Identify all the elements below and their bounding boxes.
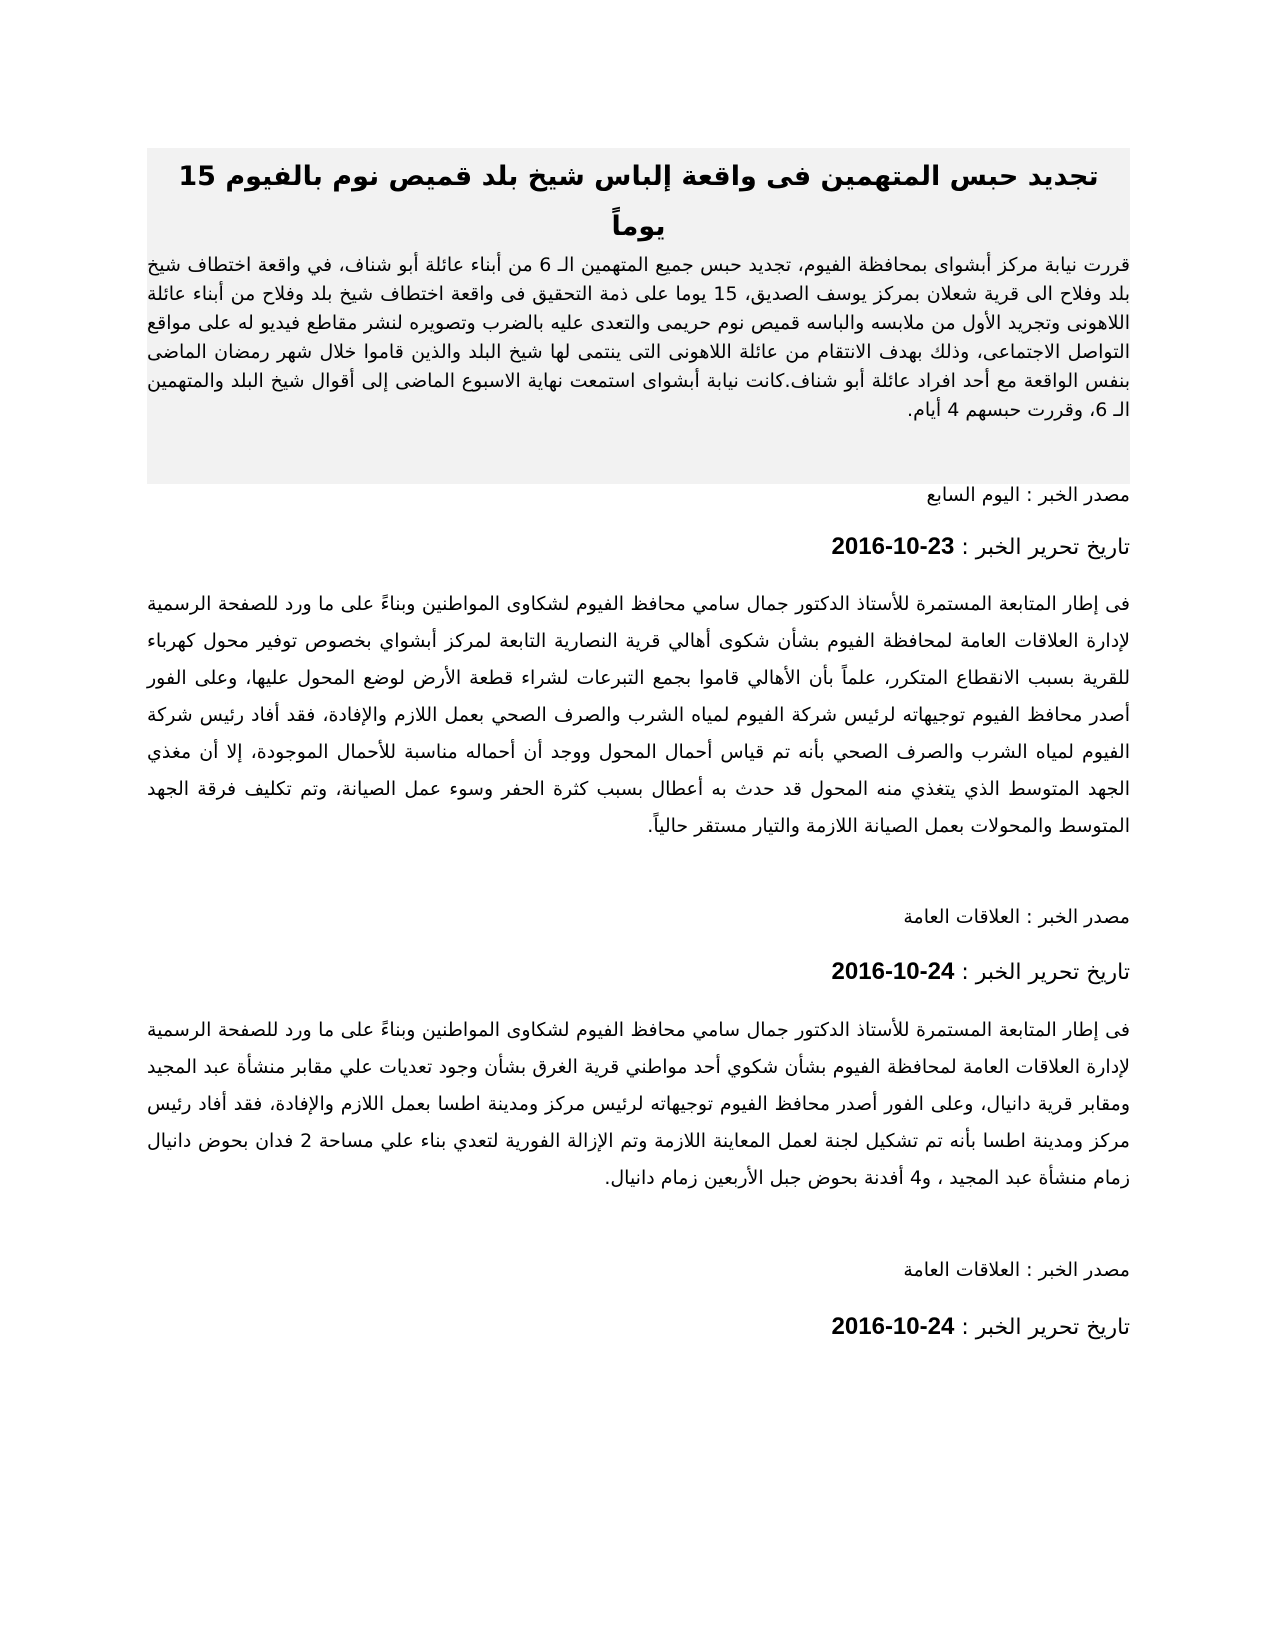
date-label: تاريخ تحرير الخبر : xyxy=(961,1315,1130,1340)
article-3-body: فى إطار المتابعة المستمرة للأستاذ الدكتور جمال سامي محافظ الفيوم لشكاوى المواطنين وبناءً على ما ورد للصفحة الرسمية لإدارة العلاقات العامة لمحافظة الفيوم بشأن شكوي أحد مواطني قرية الغرق بشأن وجود تعديات علي مقابر منشأة عبد المجيد ومقابر قرية دانيال، وعلى الفور أصدر محافظ الفيوم توجيهاته لرئيس مركز ومدينة اطسا بعمل اللازم والإفادة، فقد أفاد رئيس مركز ومدينة اطسا بأنه تم تشكيل لجنة لعمل المعاينة اللازمة وتم الإزالة الفورية لتعدي بناء علي مساحة 2 فدان بحوض دانيال زمام منشأة عبد المجيد ، و4 أفدنة بحوض جبل الأربعين زمام دانيال. xyxy=(147,1019,1130,1189)
date-value: 2016-10-23 xyxy=(831,533,955,560)
source-label: مصدر الخبر : xyxy=(1026,1259,1130,1281)
article-1-source xyxy=(147,481,1130,509)
lead-paragraph: قررت نيابة مركز أبشواى بمحافظة الفيوم، تجديد حبس جميع المتهمين الـ 6 من أبناء عائلة أبو شناف، في واقعة اختطاف شيخ بلد وفلاح الى قرية شعلان بمركز يوسف الصديق، 15 يوما على ذمة التحقيق فى واقعة اختطاف شيخ بلد وفلاح من أبناء عائلة اللاهونى وتجريد الأول من ملابسه والباسه قميص نوم حريمى والتعدى عليه بالضرب وتصويره لنشر مقاطع فيديو له على مواقع التواصل الاجتماعى، وذلك بهدف الانتقام من عائلة اللاهونى التى ينتمى لها شيخ البلد والذين قاموا خلال شهر رمضان الماضى بنفس الواقعة مع أحد افراد عائلة أبو شناف.كانت نيابة أبشواى استمعت نهاية الاسبوع الماضى إلى أقوال شيخ البلد والمتهمين الـ 6، وقررت حبسهم 4 أيام. xyxy=(147,254,1130,421)
article-3-date xyxy=(147,1313,1130,1342)
article-2-source xyxy=(147,903,1130,931)
article-3-source xyxy=(147,1256,1130,1284)
source-value: العلاقات العامة xyxy=(903,906,1021,928)
source-value: العلاقات العامة xyxy=(903,1259,1021,1281)
news-title: تجديد حبس المتهمين فى واقعة إلباس شيخ بلد قميص نوم بالفيوم 15 يوماً xyxy=(178,161,1099,242)
article-2-date xyxy=(147,958,1130,987)
date-value: 2016-10-24 xyxy=(831,958,955,985)
date-value: 2016-10-24 xyxy=(831,1313,955,1340)
date-label: تاريخ تحرير الخبر : xyxy=(961,535,1130,560)
article-2-body: فى إطار المتابعة المستمرة للأستاذ الدكتور جمال سامي محافظ الفيوم لشكاوى المواطنين وبناءً على ما ورد للصفحة الرسمية لإدارة العلاقات العامة لمحافظة الفيوم بشأن شكوى أهالي قرية النصارية التابعة لمركز أبشواي بخصوص توفير محول كهرباء للقرية بسبب الانقطاع المتكرر، علماً بأن الأهالي قاموا بجمع التبرعات لشراء قطعة الأرض لوضع المحول عليها، وعلى الفور أصدر محافظ الفيوم توجيهاته لرئيس شركة الفيوم لمياه الشرب والصرف الصحي بعمل اللازم والإفادة، فقد أفاد رئيس شركة الفيوم لمياه الشرب والصرف الصحي بأنه تم قياس أحمال المحول ووجد أن أحماله مناسبة للأحمال الموجودة، إلا أن مغذي الجهد المتوسط الذي يتغذي منه المحول قد حدث به أعطال بسبب كثرة الحفر وسوء عمل الصيانة، وتم تكليف فرقة الجهد المتوسط والمحولات بعمل الصيانة اللازمة والتيار مستقر حالياً. xyxy=(147,593,1130,837)
source-label: مصدر الخبر : xyxy=(1026,906,1130,928)
source-value: اليوم السابع xyxy=(926,484,1021,506)
article-1-date xyxy=(147,533,1130,562)
date-label: تاريخ تحرير الخبر : xyxy=(961,960,1130,985)
source-label: مصدر الخبر : xyxy=(1026,484,1130,506)
